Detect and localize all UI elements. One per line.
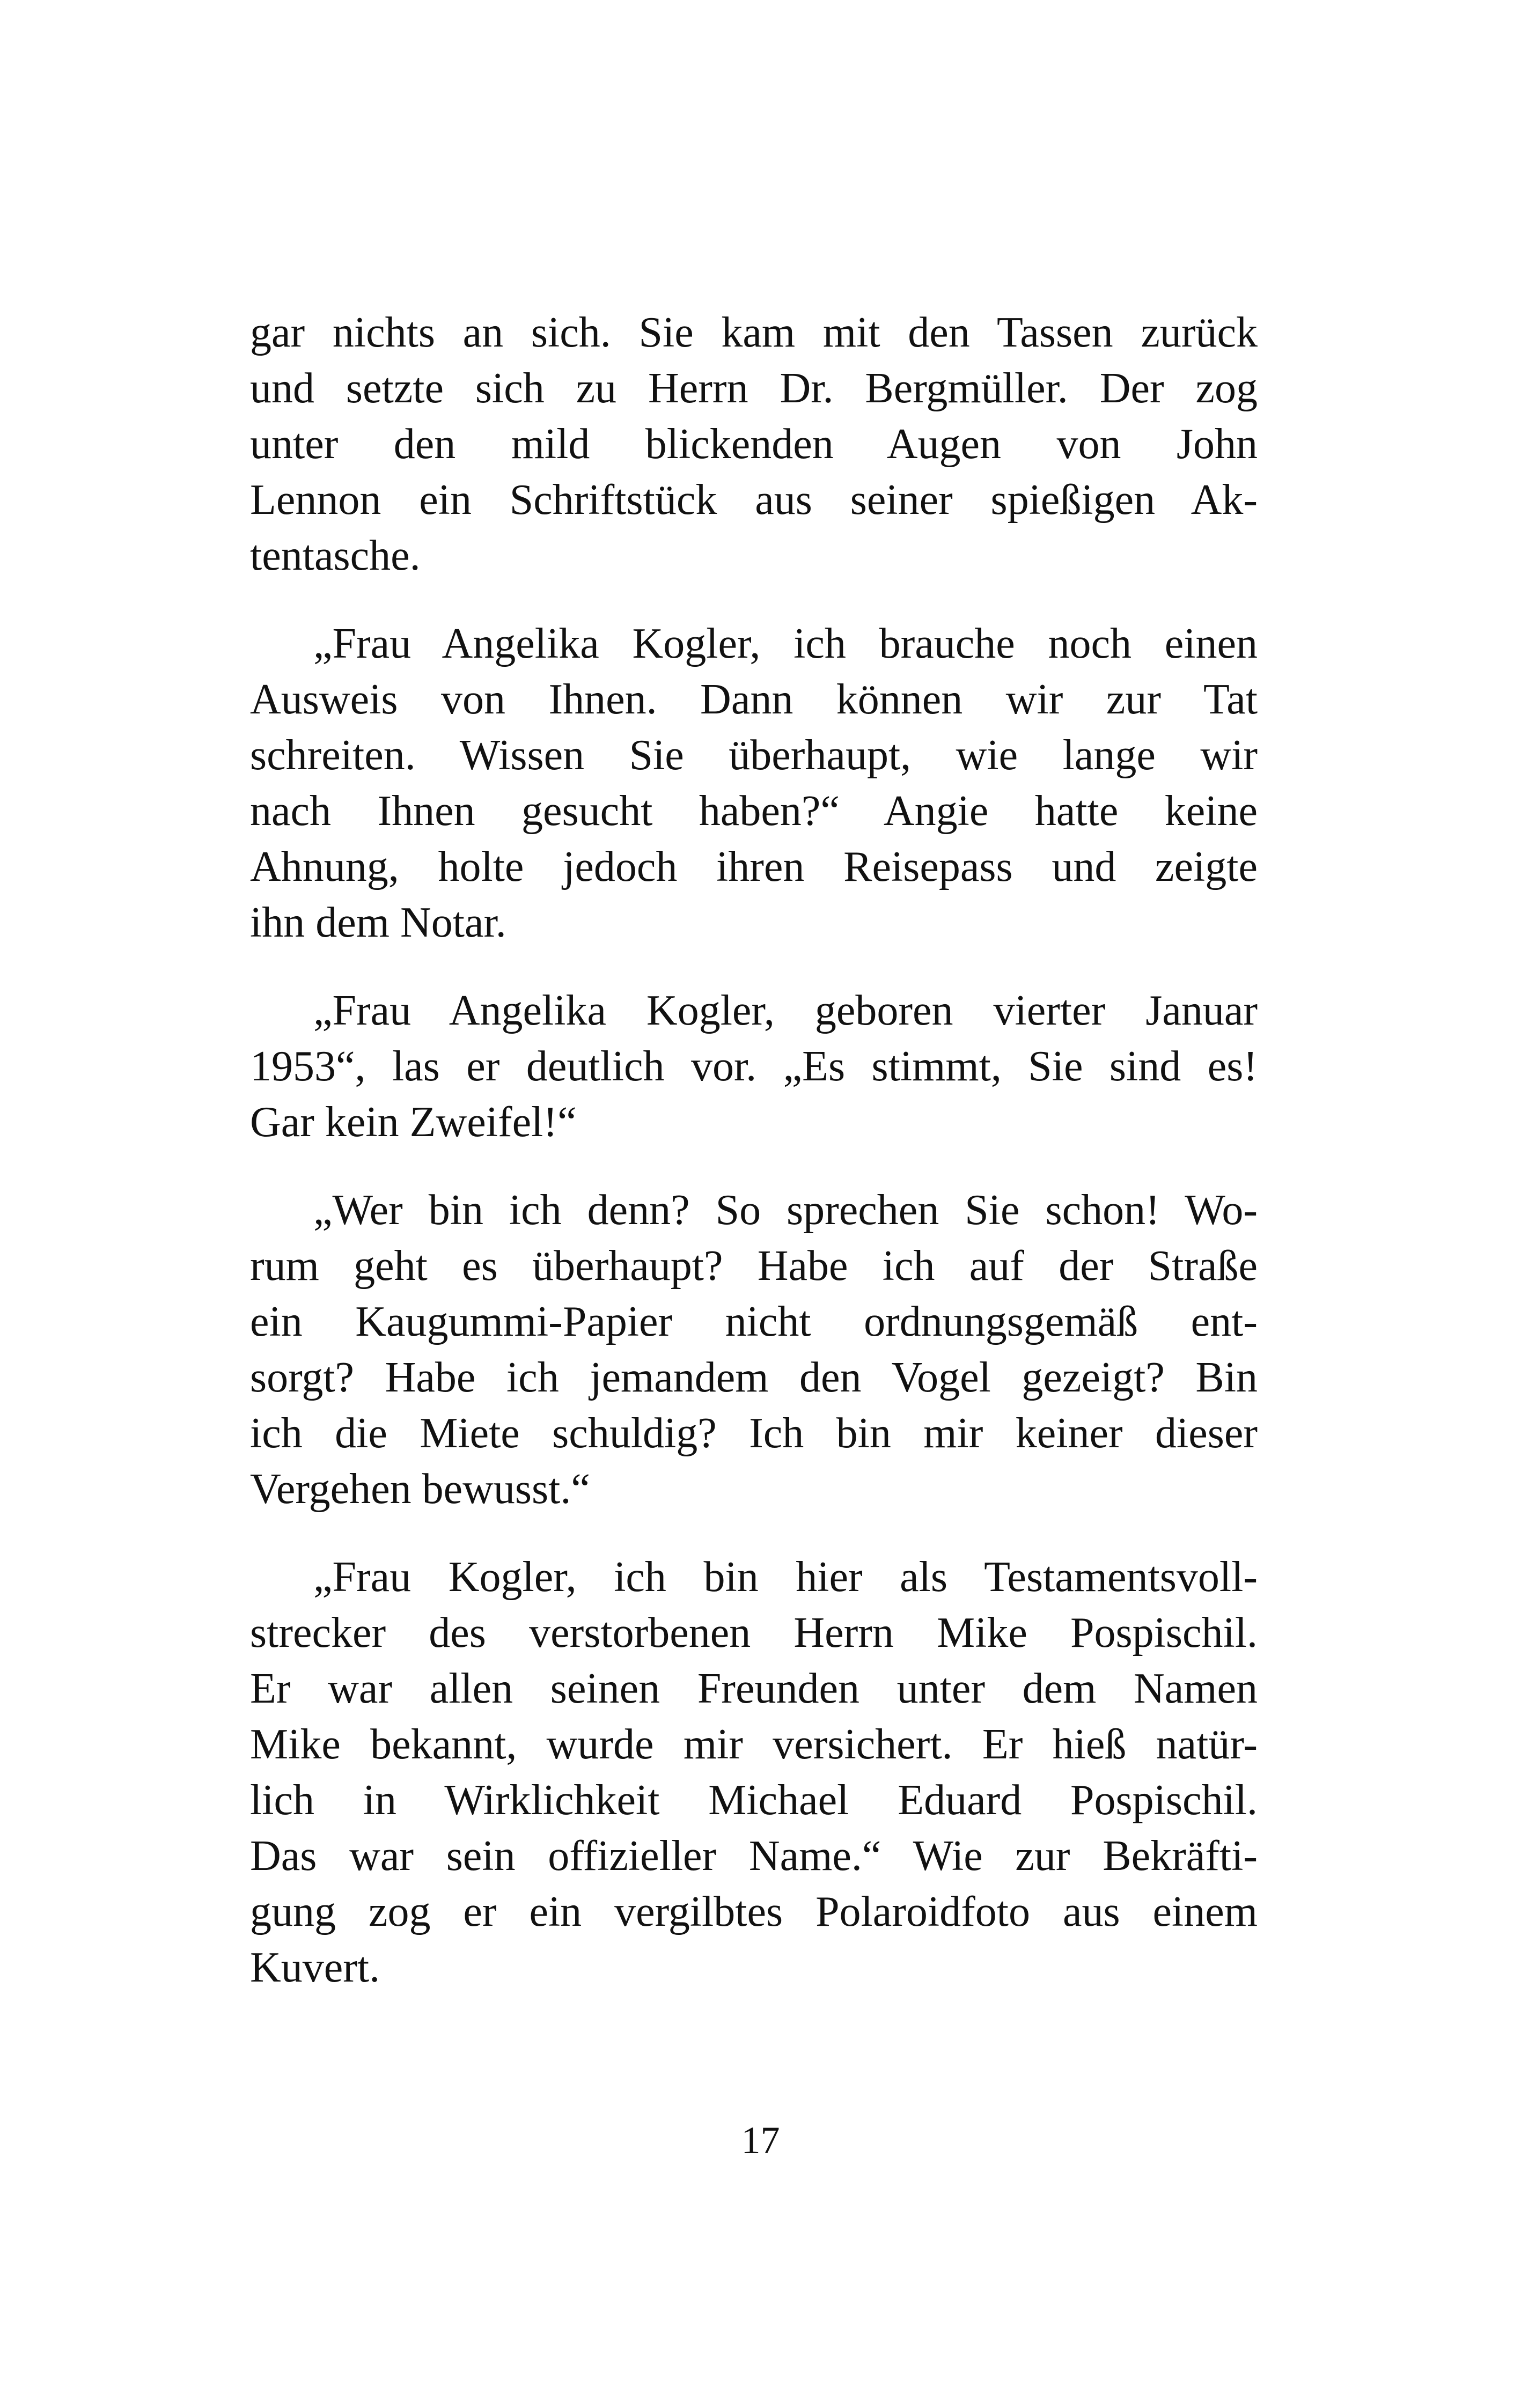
text-line: tentasche. (250, 532, 421, 579)
text-line: „Frau Angelika Kogler, geboren vierter Januar (313, 987, 1258, 1034)
text-line: Er war allen seinen Freunden unter dem Namen (250, 1665, 1258, 1712)
text-line: strecker des verstorbenen Herrn Mike Pospischil. (250, 1609, 1258, 1656)
text-line: unter den mild blickenden Augen von John (250, 421, 1258, 468)
paragraph-gap (250, 1150, 1258, 1182)
paragraph (250, 983, 1258, 1150)
text-line: Ahnung, holte jedoch ihren Reisepass und zeigte (250, 843, 1258, 890)
text-line: gung zog er ein vergilbtes Polaroidfoto aus einem (250, 1888, 1258, 1935)
paragraph-gap (250, 584, 1258, 616)
text-line: Das war sein offizieller Name.“ Wie zur Bekräfti- (250, 1832, 1258, 1880)
text-line: und setzte sich zu Herrn Dr. Bergmüller. Der zog (250, 365, 1258, 412)
text-line: ihn dem Notar. (250, 899, 506, 946)
page-number: 17 (741, 2119, 780, 2162)
paragraph-gap (250, 1517, 1258, 1549)
text-line: ich die Miete schuldig? Ich bin mir keiner dieser (250, 1410, 1258, 1457)
text-line: „Frau Kogler, ich bin hier als Testamentsvoll- (313, 1553, 1258, 1601)
text-line: Gar kein Zweifel!“ (250, 1099, 577, 1146)
text-line: „Wer bin ich denn? So sprechen Sie schon! Wo- (313, 1187, 1258, 1234)
text-line: „Frau Angelika Kogler, ich brauche noch einen (313, 620, 1258, 667)
text-line: nach Ihnen gesucht haben?“ Angie hatte keine (250, 787, 1258, 835)
page-body (250, 305, 1258, 1995)
paragraph (250, 1182, 1258, 1517)
text-line: schreiten. Wissen Sie überhaupt, wie lange wir (250, 732, 1258, 779)
paragraph (250, 305, 1258, 584)
paragraph-gap (250, 951, 1258, 983)
text-line: gar nichts an sich. Sie kam mit den Tassen zurück (250, 309, 1258, 356)
text-line: 1953“, las er deutlich vor. „Es stimmt, Sie sind es! (250, 1043, 1258, 1090)
text-line: Ausweis von Ihnen. Dann können wir zur Tat (250, 676, 1258, 723)
paragraph (250, 1549, 1258, 1995)
text-line: ein Kaugummi-Papier nicht ordnungsgemäß ent- (250, 1298, 1258, 1345)
text-line: Mike bekannt, wurde mir versichert. Er hieß natür- (250, 1721, 1258, 1768)
paragraph (250, 616, 1258, 951)
text-line: rum geht es überhaupt? Habe ich auf der Straße (250, 1242, 1258, 1290)
text-line: sorgt? Habe ich jemandem den Vogel gezeigt? Bin (250, 1354, 1258, 1401)
text-line: lich in Wirklichkeit Michael Eduard Pospischil. (250, 1777, 1258, 1824)
text-line: Lennon ein Schriftstück aus seiner spießigen Ak- (250, 476, 1258, 524)
text-line: Vergehen bewusst.“ (250, 1466, 590, 1513)
text-line: Kuvert. (250, 1944, 380, 1991)
